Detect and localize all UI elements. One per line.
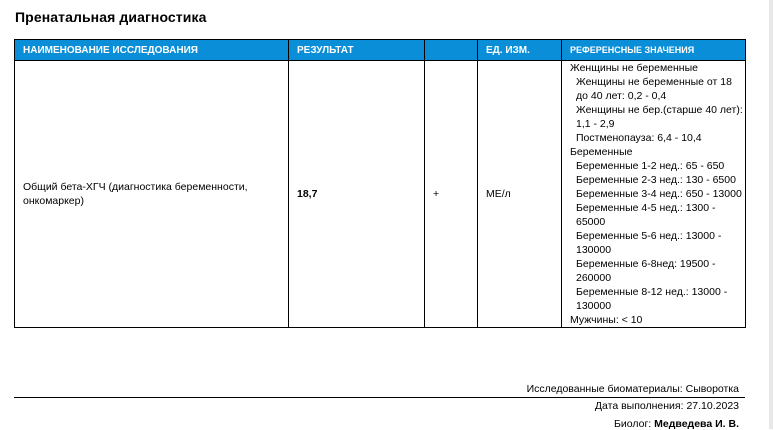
header-unit: ЕД. ИЗМ. xyxy=(478,40,562,61)
test-flag: + xyxy=(425,61,478,328)
reference-line: Женщины не беременные от 18 до 40 лет: 0,2 - 0,4 xyxy=(576,76,732,102)
test-name: Общий бета-ХГЧ (диагностика беременности, онкомаркер) xyxy=(15,61,289,328)
table-row xyxy=(15,61,746,328)
page-title: Пренатальная диагностика xyxy=(15,9,207,25)
reference-line: Беременные 4-5 нед.: 1300 - 65000 xyxy=(576,202,716,228)
reference-line: Беременные 2-3 нед.: 130 - 6500 xyxy=(576,174,736,186)
biologist-name: Медведева И. В. xyxy=(654,418,739,430)
header-reference: РЕФЕРЕНСНЫЕ ЗНАЧЕНИЯ xyxy=(562,40,746,61)
header-result: РЕЗУЛЬТАТ xyxy=(289,40,425,61)
completion-date: Дата выполнения: 27.10.2023 xyxy=(594,400,739,412)
test-result: 18,7 xyxy=(289,61,425,328)
biomaterial-info: Исследованные биоматериалы: Сыворотка xyxy=(526,383,739,395)
reference-line: Беременные 6-8нед: 19500 - 260000 xyxy=(576,258,716,284)
reference-line: Женщины не беременные xyxy=(570,62,698,74)
footer-divider xyxy=(14,397,745,398)
reference-line: Беременные xyxy=(570,146,633,158)
reference-line: Постменопауза: 6,4 - 10,4 xyxy=(576,132,702,144)
biologist-label: Биолог: xyxy=(614,418,652,430)
reference-line: Женщины не бер.(старше 40 лет): 1,1 - 2,9 xyxy=(576,104,743,130)
page-edge xyxy=(769,0,773,429)
table-header-row xyxy=(15,40,746,61)
reference-line: Беременные 1-2 нед.: 65 - 650 xyxy=(576,160,725,172)
header-name: НАИМЕНОВАНИЕ ИССЛЕДОВАНИЯ xyxy=(15,40,289,61)
test-unit: МЕ/л xyxy=(478,61,562,328)
biologist-signature xyxy=(614,418,739,430)
reference-line: Беременные 3-4 нед.: 650 - 13000 xyxy=(576,188,742,200)
reference-values xyxy=(562,61,746,328)
reference-line: Беременные 5-6 нед.: 13000 - 130000 xyxy=(576,230,722,256)
reference-line: Беременные 8-12 нед.: 13000 - 130000 xyxy=(576,286,728,312)
header-flag xyxy=(425,40,478,61)
reference-line: Мужчины: < 10 xyxy=(570,314,643,326)
results-table xyxy=(14,39,746,328)
